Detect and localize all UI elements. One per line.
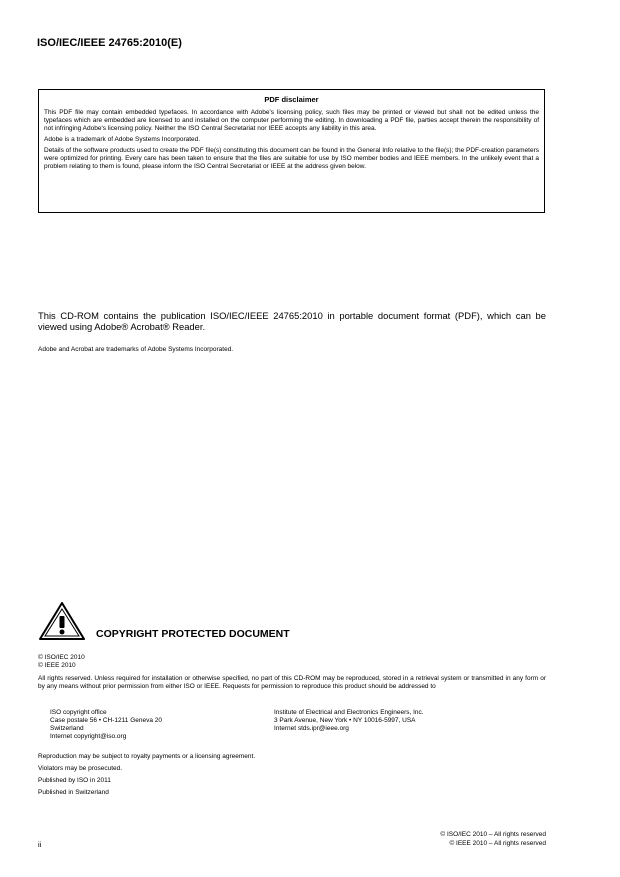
address-line: ISO copyright office [50, 709, 107, 716]
address-line: Internet copyright@iso.org [50, 733, 127, 740]
footer-line: © IEEE 2010 – All rights reserved [449, 840, 546, 847]
copyright-ieee-line: © IEEE 2010 [38, 662, 76, 669]
address-line: Internet stds.ipr@ieee.org [274, 725, 349, 732]
published-in: Published in Switzerland [38, 789, 109, 796]
footer-copyright [330, 830, 546, 848]
document-id: ISO/IEC/IEEE 24765:2010(E) [37, 37, 182, 49]
ieee-address [274, 709, 424, 733]
disclaimer-title: PDF disclaimer [264, 95, 319, 104]
disclaimer-paragraph: Adobe is a trademark of Adobe Systems Incorporated. [44, 136, 201, 143]
warning-icon [38, 601, 86, 641]
intro-text: This CD-ROM contains the publication ISO/IEC/IEEE 24765:2010 in portable document format (PDF), which can be viewed using Adobe® Acrobat® Reader. [38, 310, 546, 332]
violators-note: Violators may be prosecuted. [38, 765, 123, 772]
footer-line: © ISO/IEC 2010 – All rights reserved [440, 831, 546, 838]
rights-statement: All rights reserved. Unless required for installation or otherwise specified, no part of this CD-ROM may be reproduced, stored in a retrieval system or transmitted in any form or by any means without prior permission from either ISO or IEEE. Requests for permission to reproduce this product should be addressed to [38, 675, 546, 690]
iso-address [50, 709, 162, 741]
address-line: Case postale 56 • CH-1211 Geneva 20 [50, 717, 163, 724]
disclaimer-paragraph: Details of the software products used to create the PDF file(s) constituting this document can be found in the General Info relative to the file(s); the PDF-creation parameters were optimized for printing. Every care has been taken to ensure that the files are suitable for use by ISO member bodies and IEEE members. In the unlikely event that a problem relating to them is found, please inform the ISO Central Secretariat or IEEE at the address given below. [44, 147, 539, 170]
address-line: Switzerland [50, 725, 84, 732]
address-line: Institute of Electrical and Electronics Engineers, Inc. [274, 709, 424, 716]
copyright-title: COPYRIGHT PROTECTED DOCUMENT [96, 628, 290, 640]
published-by: Published by ISO in 2011 [38, 777, 111, 784]
pdf-disclaimer-box [38, 89, 545, 213]
publication-notes [38, 753, 255, 801]
address-line: 3 Park Avenue, New York • NY 10016-5997, USA [274, 717, 416, 724]
disclaimer-paragraph: This PDF file may contain embedded typefaces. In accordance with Adobe's licensing policy, such files may be printed or viewed but shall not be edited unless the typefaces which are embedded are licensed to and installed on the computer performing the editing. In downloading a PDF file, parties accept therein the responsibility of not infringing Adobe's licensing policy. Neither the ISO Central Secretariat nor IEEE accepts any liability in this area. [44, 109, 539, 132]
trademark-note: Adobe and Acrobat are trademarks of Adobe Systems Incorporated. [38, 346, 234, 353]
reproduction-note: Reproduction may be subject to royalty payments or a licensing agreement. [38, 753, 256, 760]
copyright-iso-line: © ISO/IEC 2010 [38, 654, 85, 661]
page-number: ii [38, 840, 42, 849]
